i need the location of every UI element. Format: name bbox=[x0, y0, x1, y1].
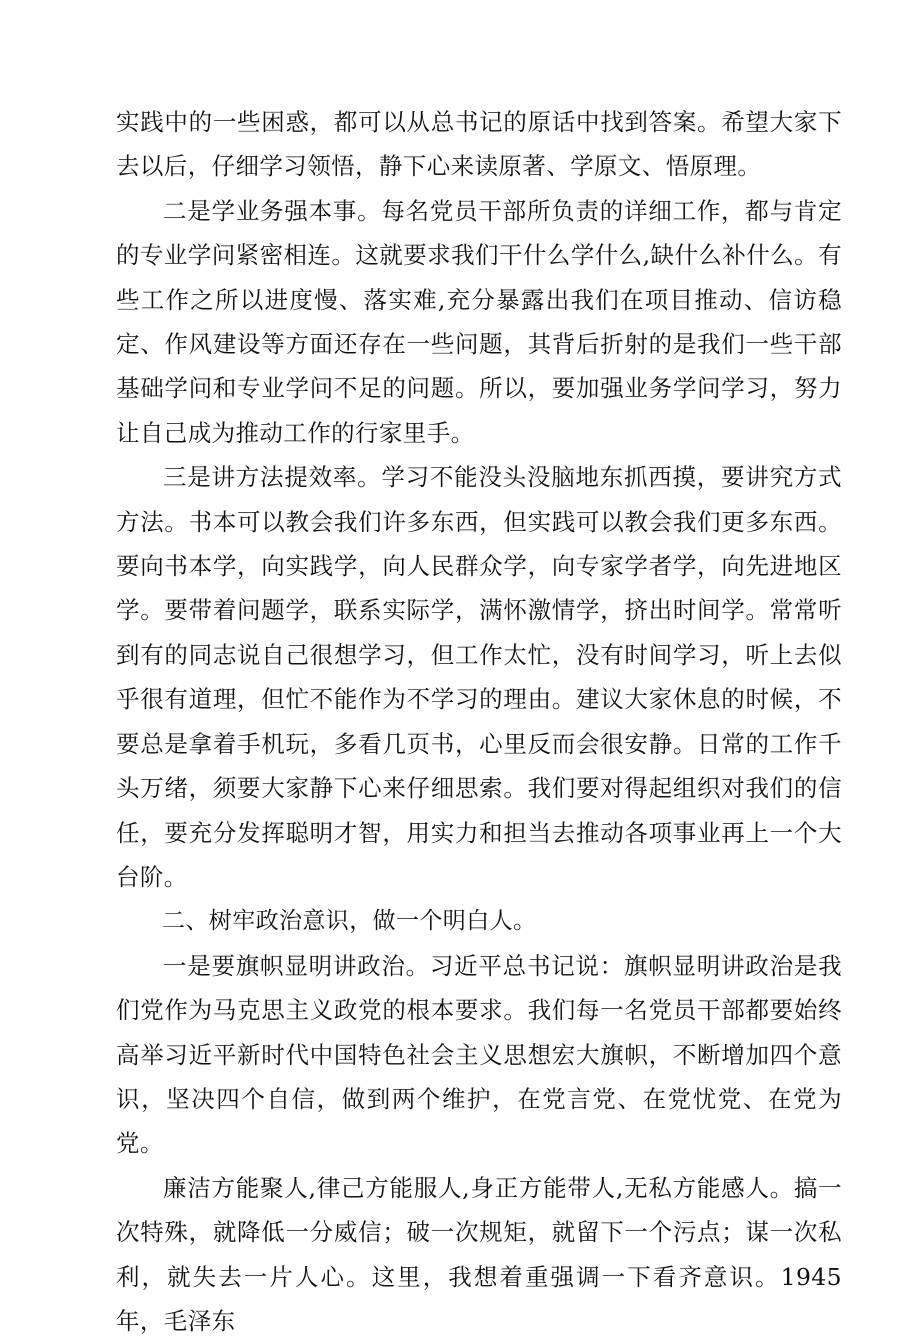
section-heading: 二、树牢政治意识，做一个明白人。 bbox=[162, 908, 537, 935]
document-body bbox=[116, 100, 842, 1343]
paragraph-politics: 一是要旗帜显明讲政治。习近平总书记说：旗帜显明讲政治是我们党作为马克思主义政党的根本要求。我们每一名党员干部都要始终高举习近平新时代中国特色社会主义思想宏大旗帜，不断增加四个意识，坚决四个自信，做到两个维护，在党言党、在党忧党、在党为党。 bbox=[116, 951, 842, 1158]
paragraph-study-business: 二是学业务强本事。每名党员干部所负责的详细工作，都与肯定的专业学问紧密相连。这就要求我们干什么学什么,缺什么补什么。有些工作之所以进度慢、落实难,充分暴露出我们在项目推动、信访稳定、作风建设等方面还存在一些问题，其背后折射的是我们一些干部基础学问和专业学问不足的问题。所以，要加强业务学问学习，努力让自己成为推动工作的行家里手。 bbox=[116, 196, 842, 447]
paragraph-integrity: 廉洁方能聚人,律己方能服人,身正方能带人,无私方能感人。搞一次特殊，就降低一分威信；破一次规矩，就留下一个污点；谋一次私利，就失去一片人心。这里，我想着重强调一下看齐意识。1945年，毛泽东 bbox=[116, 1173, 842, 1335]
paragraph-study-method: 三是讲方法提效率。学习不能没头没脑地东抓西摸，要讲究方式方法。书本可以教会我们许多东西，但实践可以教会我们更多东西。要向书本学，向实践学，向人民群众学，向专家学者学，向先进地区学。要带着问题学，联系实际学，满怀激情学，挤出时间学。常常听到有的同志说自己很想学习，但工作太忙，没有时间学习，听上去似乎很有道理，但忙不能作为不学习的理由。建议大家休息的时候，不要总是拿着手机玩，多看几页书，心里反而会很安静。日常的工作千头万绪，须要大家静下心来仔细思索。我们要对得起组织对我们的信任，要充分发挥聪明才智，用实力和担当去推动各项事业再上一个大台阶。 bbox=[116, 463, 842, 891]
paragraph-continuation: 实践中的一些困惑，都可以从总书记的原话中找到答案。希望大家下去以后，仔细学习领悟，静下心来读原著、学原文、悟原理。 bbox=[116, 108, 842, 181]
